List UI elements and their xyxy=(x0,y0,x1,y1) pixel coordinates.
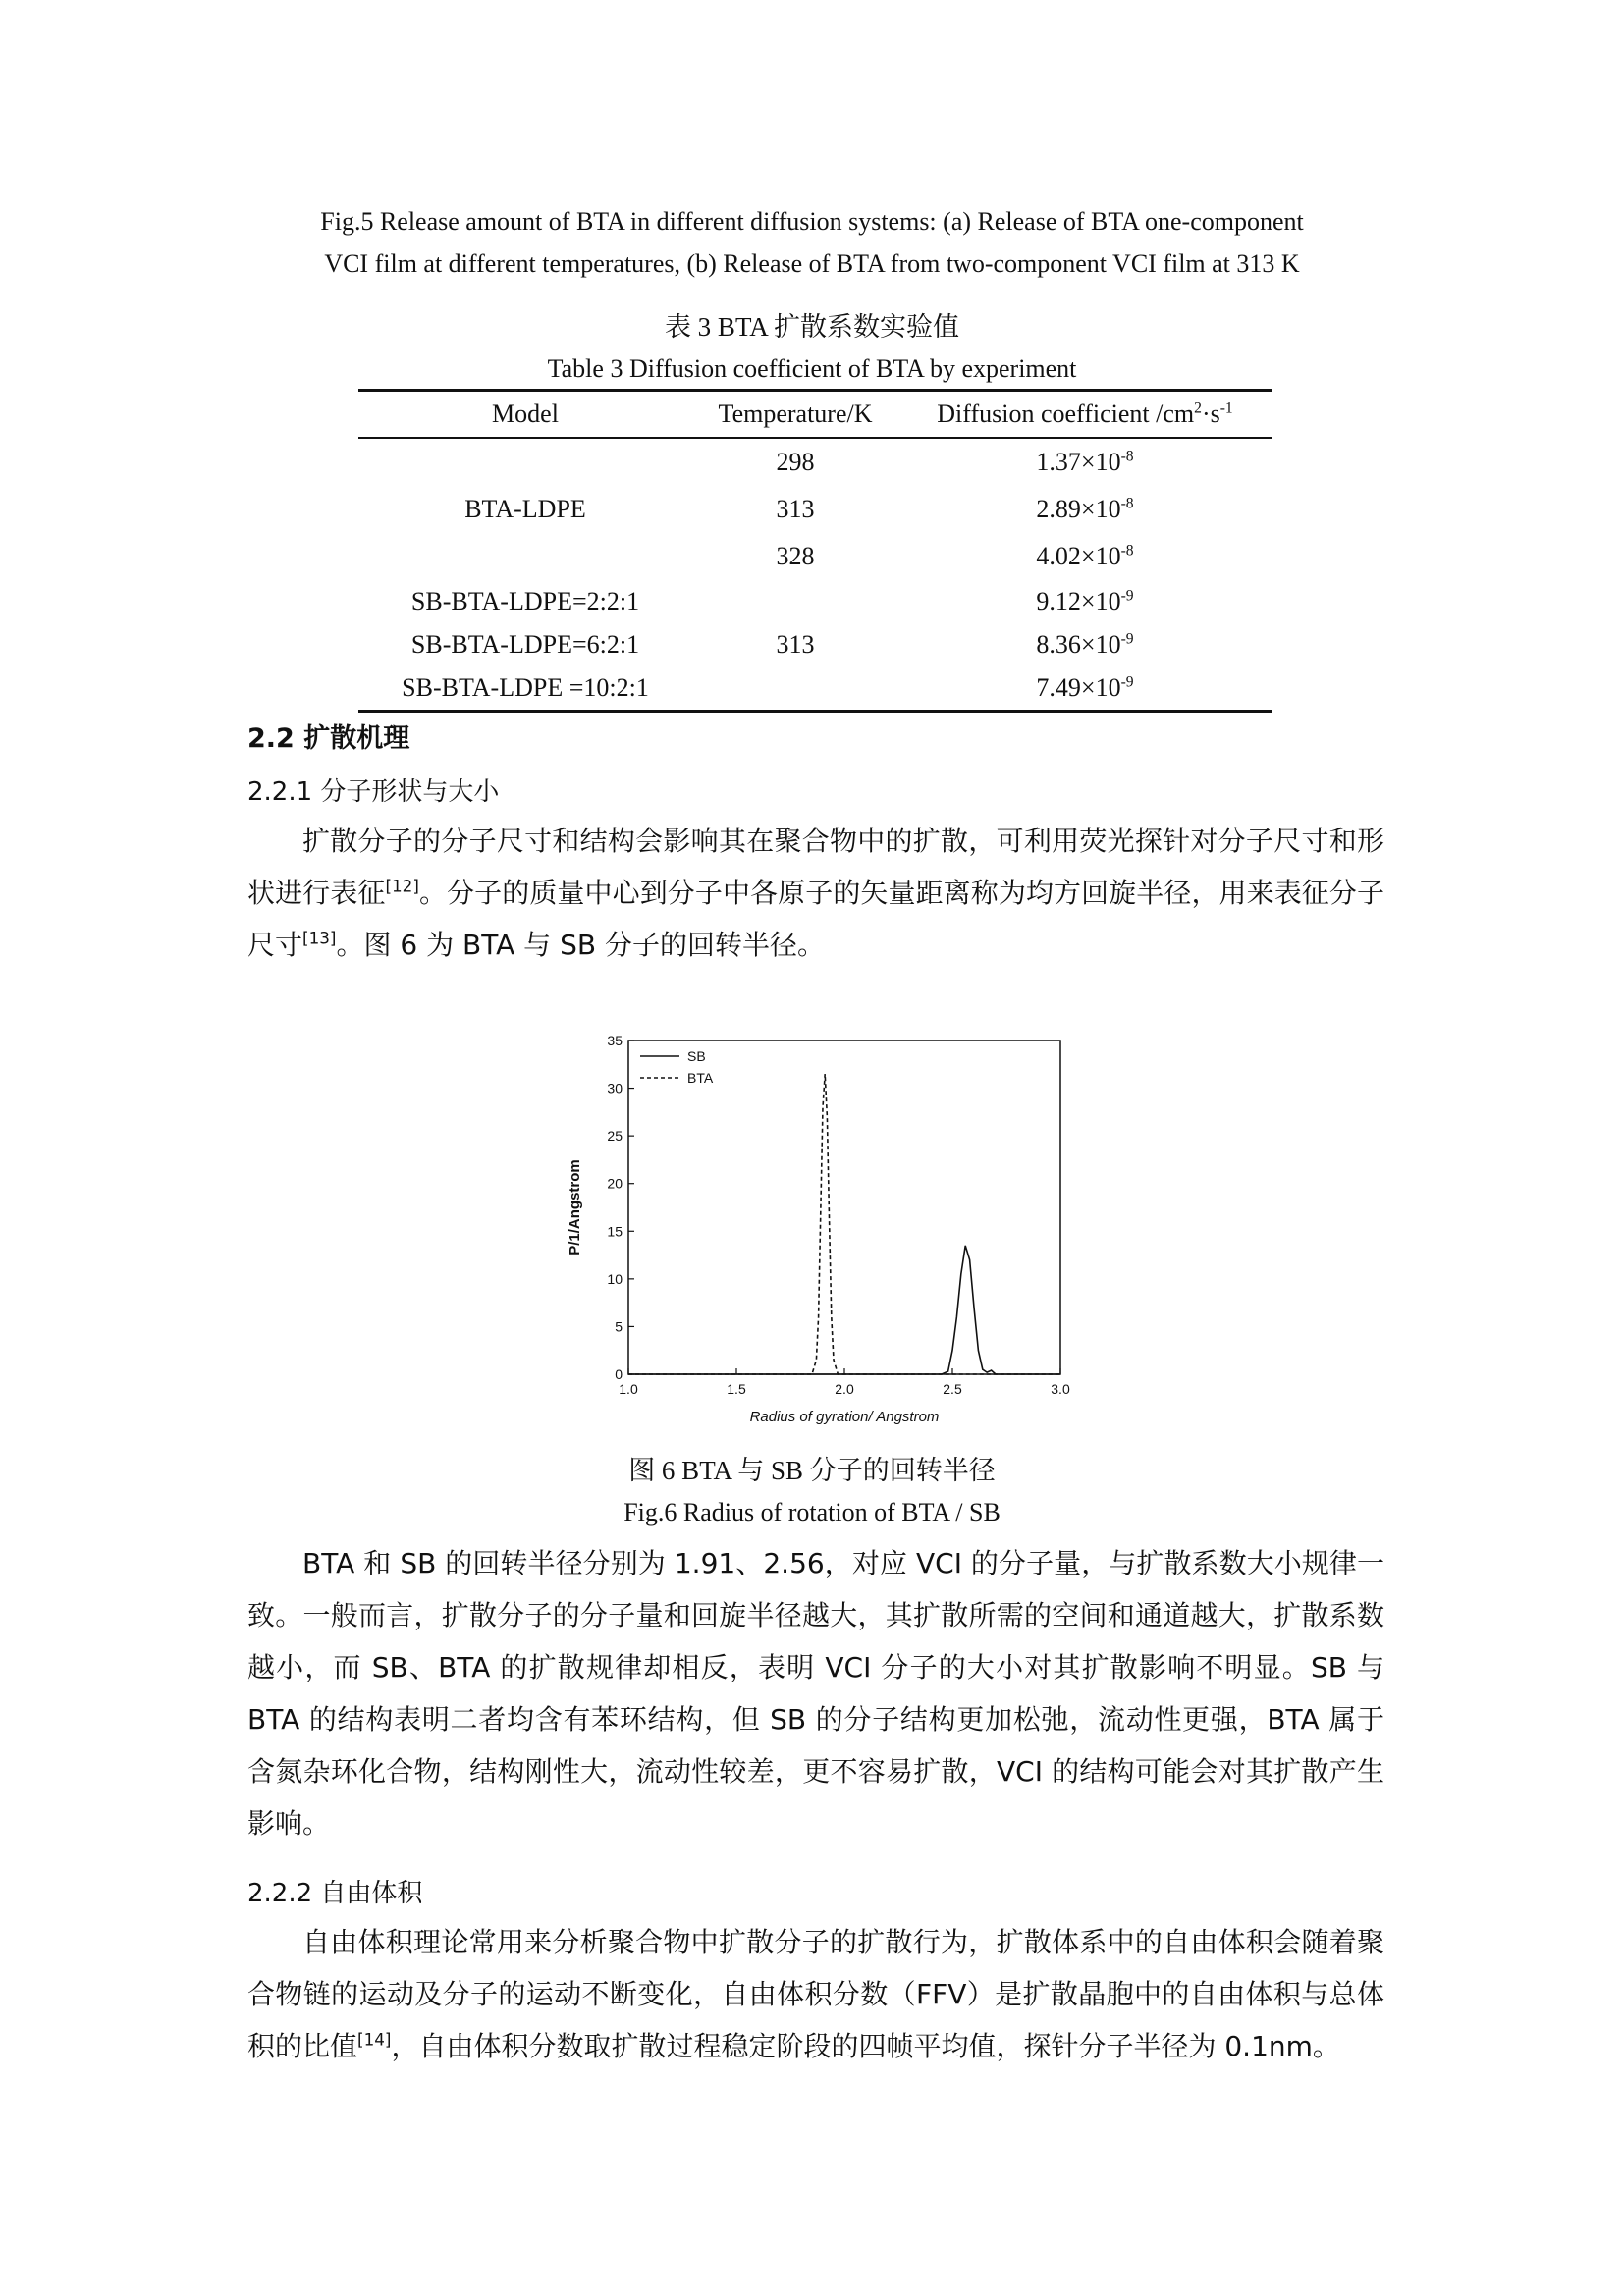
table-row xyxy=(358,623,1272,667)
paragraph-gyration-discussion: BTA 和 SB 的回转半径分别为 1.91、2.56，对应 VCI 的分子量，与扩散系数大小规律一致。一般而言，扩散分子的分子量和回旋半径越大，其扩散所需的空间和通道越大，扩散系数越小，而 SB、BTA 的扩散规律却相反，表明 VCI 分子的大小对其扩散影响不明显。SB 与 BTA 的结构表明二者均含有苯环结构，但 SB 的分子结构更加松弛，流动性更强，BTA 属于含氮杂环化合物，结构刚性大，流动性较差，更不容易扩散，VCI 的结构可能会对其扩散产生影响。 xyxy=(247,1547,1384,1840)
fig5-caption-line2: VCI film at different temperatures, (b) Release of BTA from two-component VCI film at 313 K xyxy=(324,249,1300,278)
y-tick-label: 25 xyxy=(607,1128,623,1145)
cell-temp: 313 xyxy=(776,630,815,659)
cell-temp: 328 xyxy=(776,542,815,570)
x-tick-label: 1.0 xyxy=(619,1381,638,1397)
cell-diffusion: $1.37\times 10^{-8}$ xyxy=(1036,448,1134,476)
series-line-bta xyxy=(628,1074,1060,1374)
section-heading-2-2-2: 2.2.2 自由体积 xyxy=(247,1879,423,1908)
y-tick-label: 5 xyxy=(615,1318,623,1335)
cell-model: SB-BTA-LDPE=2:2:1 xyxy=(410,587,640,615)
cell-temp xyxy=(692,580,898,623)
section-heading-2-2: 2.2 扩散机理 xyxy=(247,723,410,754)
table-row xyxy=(358,667,1272,712)
cell-diffusion: $7.49\times 10^{-9}$ xyxy=(898,667,1272,712)
header-model: Model xyxy=(358,391,692,439)
y-tick-label: 30 xyxy=(607,1080,623,1096)
cell-model xyxy=(358,438,692,486)
x-tick-label: 2.5 xyxy=(943,1381,962,1397)
cell-model: BTA-LDPE xyxy=(464,495,586,523)
y-tick-label: 0 xyxy=(615,1366,623,1382)
cell-model: SB-BTA-LDPE=6:2:1 xyxy=(410,630,640,659)
header-diffusion: Diffusion coefficient $/cm^2\cdot s^{-1}$ xyxy=(898,391,1272,439)
table3-title-en: Table 3 Diffusion coefficient of BTA by experiment xyxy=(547,354,1077,383)
header-temperature: Temperature/K xyxy=(692,391,898,439)
radius-of-gyration-chart xyxy=(550,1021,1100,1433)
fig6-caption-en: Fig.6 Radius of rotation of BTA / SB xyxy=(623,1498,1001,1526)
table-row xyxy=(358,533,1272,580)
table3-title-cn: 表 3 BTA 扩散系数实验值 xyxy=(664,312,960,342)
section-heading-2-2-1: 2.2.1 分子形状与大小 xyxy=(247,777,500,807)
y-axis-label: P/1/Angstrom xyxy=(567,1159,583,1255)
fig6-caption-cn: 图 6 BTA 与 SB 分子的回转半径 xyxy=(628,1456,996,1485)
y-tick-label: 15 xyxy=(607,1223,623,1240)
x-tick-label: 1.5 xyxy=(727,1381,746,1397)
cell-model: SB-BTA-LDPE =10:2:1 xyxy=(358,667,692,712)
series-line-sb xyxy=(628,1246,1060,1374)
legend-label-bta: BTA xyxy=(687,1070,714,1086)
y-tick-label: 35 xyxy=(607,1033,623,1048)
table-row xyxy=(358,486,1272,533)
cell-diffusion: $8.36\times 10^{-9}$ xyxy=(1036,630,1134,659)
cell-diffusion: $4.02\times 10^{-8}$ xyxy=(1036,542,1134,570)
x-tick-label: 3.0 xyxy=(1051,1381,1070,1397)
table-header-row xyxy=(358,391,1272,439)
paragraph-molecular-size: 扩散分子的分子尺寸和结构会影响其在聚合物中的扩散，可利用荧光探针对分子尺寸和形状进行表征[12]。分子的质量中心到分子中各原子的矢量距离称为均方回旋半径，用来表征分子尺寸[13]。图 6 为 BTA 与 SB 分子的回转半径。 xyxy=(247,825,1384,961)
cell-diffusion: $9.12\times 10^{-9}$ xyxy=(1036,587,1134,615)
cell-model xyxy=(358,533,692,580)
cell-temp: 298 xyxy=(776,448,815,476)
legend-label-sb: SB xyxy=(687,1048,706,1064)
x-tick-label: 2.0 xyxy=(835,1381,854,1397)
table-row xyxy=(358,438,1272,486)
diffusion-coefficient-table xyxy=(358,389,1272,713)
y-tick-label: 10 xyxy=(607,1270,623,1287)
table-row xyxy=(358,580,1272,623)
plot-frame xyxy=(628,1041,1060,1374)
paragraph-free-volume: 自由体积理论常用来分析聚合物中扩散分子的扩散行为，扩散体系中的自由体积会随着聚合物链的运动及分子的运动不断变化，自由体积分数（FFV）是扩散晶胞中的自由体积与总体积的比值[14]，自由体积分数取扩散过程稳定阶段的四帧平均值，探针分子半径为 0.1nm。 xyxy=(247,1926,1384,2062)
y-tick-label: 20 xyxy=(607,1175,623,1192)
cell-temp: 313 xyxy=(776,495,815,523)
cell-diffusion: $2.89\times 10^{-8}$ xyxy=(1036,495,1134,523)
cell-temp xyxy=(692,667,898,712)
x-axis-label: Radius of gyration/ Angstrom xyxy=(749,1409,940,1425)
fig5-caption-line1: Fig.5 Release amount of BTA in different diffusion systems: (a) Release of BTA one-component xyxy=(320,207,1304,236)
